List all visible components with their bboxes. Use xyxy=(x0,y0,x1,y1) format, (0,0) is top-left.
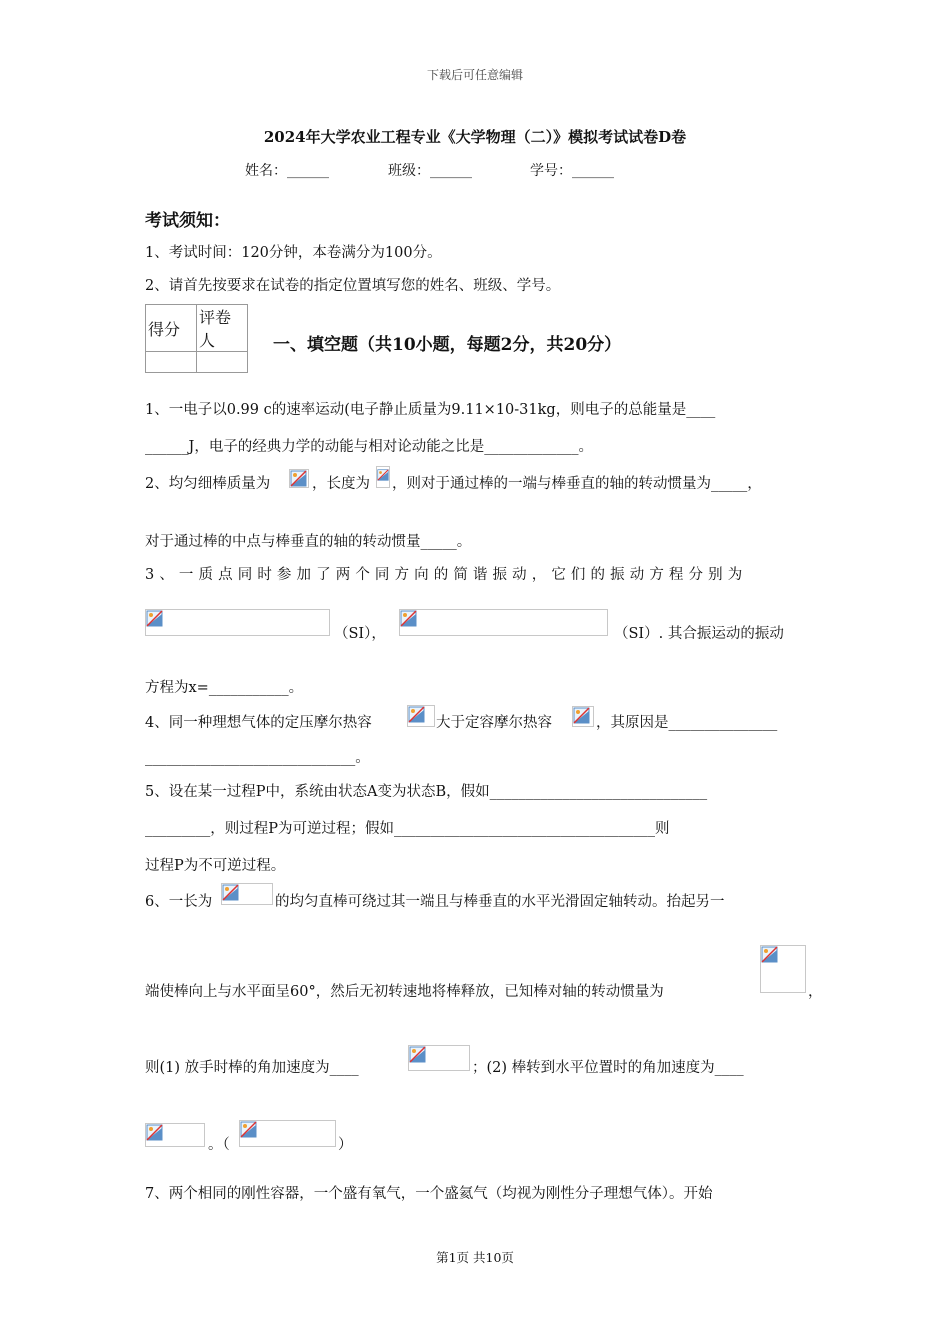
question-4-text-3: ，其原因是_______________ xyxy=(596,715,778,731)
question-2-line-2: 对于通过棒的中点与棒垂直的轴的转动惯量_____。 xyxy=(145,534,472,550)
question-5-line-2: _________，则过程P为可逆过程；假如____________________________________则 xyxy=(145,821,670,837)
question-4-text-1: 4、同一种理想气体的定压摩尔热容 xyxy=(145,715,372,731)
question-1-line-2: ______J，电子的经典力学的动能与相对论动能之比是_____________。 xyxy=(145,439,594,455)
question-6-line-2: 端使棒向上与水平面呈60°，然后无初转速地将棒释放，已知棒对轴的转动惯量为 xyxy=(145,984,664,1000)
score-cell xyxy=(146,352,197,373)
score-table xyxy=(145,304,248,373)
question-6-text-2: 的均匀直棒可绕过其一端且与棒垂直的水平光滑固定轴转动。抬起另一 xyxy=(275,894,725,910)
formula-image-icon xyxy=(376,466,390,488)
name-field: 姓名：______ xyxy=(245,163,329,179)
formula-image-icon xyxy=(145,1123,205,1147)
formula-image-icon xyxy=(760,945,806,993)
question-2-text-2: ，长度为 xyxy=(312,476,370,492)
student-id-field: 学号：______ xyxy=(530,163,614,179)
formula-image-icon xyxy=(239,1120,336,1147)
formula-image-icon xyxy=(145,609,330,636)
page-header: 下载后可任意编辑 xyxy=(426,68,523,82)
question-7-line-1: 7、两个相同的刚性容器，一个盛有氧气，一个盛氦气（均视为刚性分子理想气体）。开始 xyxy=(145,1186,713,1202)
question-6-line-4b: ） xyxy=(338,1137,353,1153)
part-one-title: 一、填空题（共10小题，每题2分，共20分） xyxy=(273,335,622,355)
question-4-text-2: 大于定容摩尔热容 xyxy=(436,715,552,731)
exam-title: 2024年大学农业工程专业《大学物理（二）》模拟考试试卷D卷 xyxy=(263,128,687,146)
formula-image-icon xyxy=(221,883,273,905)
notice-heading: 考试须知： xyxy=(145,211,230,231)
question-2-text-3: ，则对于通过棒的一端与棒垂直的轴的转动惯量为_____， xyxy=(392,476,762,492)
notice-item-2: 2、请首先按要求在试卷的指定位置填写您的姓名、班级、学号。 xyxy=(145,278,561,294)
question-3-si-2: （SI）. 其合振运动的振动 xyxy=(614,626,784,642)
formula-image-icon xyxy=(399,609,608,636)
question-6-line-3a: 则(1) 放手时棒的角加速度为____ xyxy=(145,1060,359,1076)
question-6-line-4a: 。（ xyxy=(208,1137,230,1153)
grader-label: 评卷人 xyxy=(197,305,248,352)
formula-image-icon xyxy=(407,705,435,727)
formula-image-icon xyxy=(289,469,309,488)
question-4-line-2: _____________________________。 xyxy=(145,750,370,766)
formula-image-icon xyxy=(408,1045,470,1071)
question-6-text-1: 6、一长为 xyxy=(145,894,213,910)
question-6-line-3b: ；(2) 棒转到水平位置时的角加速度为____ xyxy=(472,1060,744,1076)
question-5-line-3: 过程P为不可逆过程。 xyxy=(145,858,286,874)
question-2-text-1: 2、均匀细棒质量为 xyxy=(145,476,271,492)
question-6-comma: ， xyxy=(808,984,823,1000)
score-label: 得分 xyxy=(146,305,197,352)
grader-cell xyxy=(197,352,248,373)
question-3-si-1: （SI）， xyxy=(334,626,386,642)
page-footer: 第1页 共10页 xyxy=(436,1250,514,1265)
question-3-line-3: 方程为x=___________。 xyxy=(145,680,304,696)
notice-item-1: 1、考试时间：120分钟，本卷满分为100分。 xyxy=(145,245,442,261)
question-1-line-1: 1、一电子以0.99 c的速率运动(电子静止质量为9.11×10-31kg，则电子的总能量是____ xyxy=(145,402,716,418)
class-field: 班级：______ xyxy=(388,163,472,179)
question-3-line-1: 3、一质点同时参加了两个同方向的简谐振动，它们的振动方程分别为 xyxy=(145,567,748,583)
formula-image-icon xyxy=(572,706,594,727)
question-5-line-1: 5、设在某一过程P中，系统由状态A变为状态B，假如______________________________ xyxy=(145,784,708,800)
